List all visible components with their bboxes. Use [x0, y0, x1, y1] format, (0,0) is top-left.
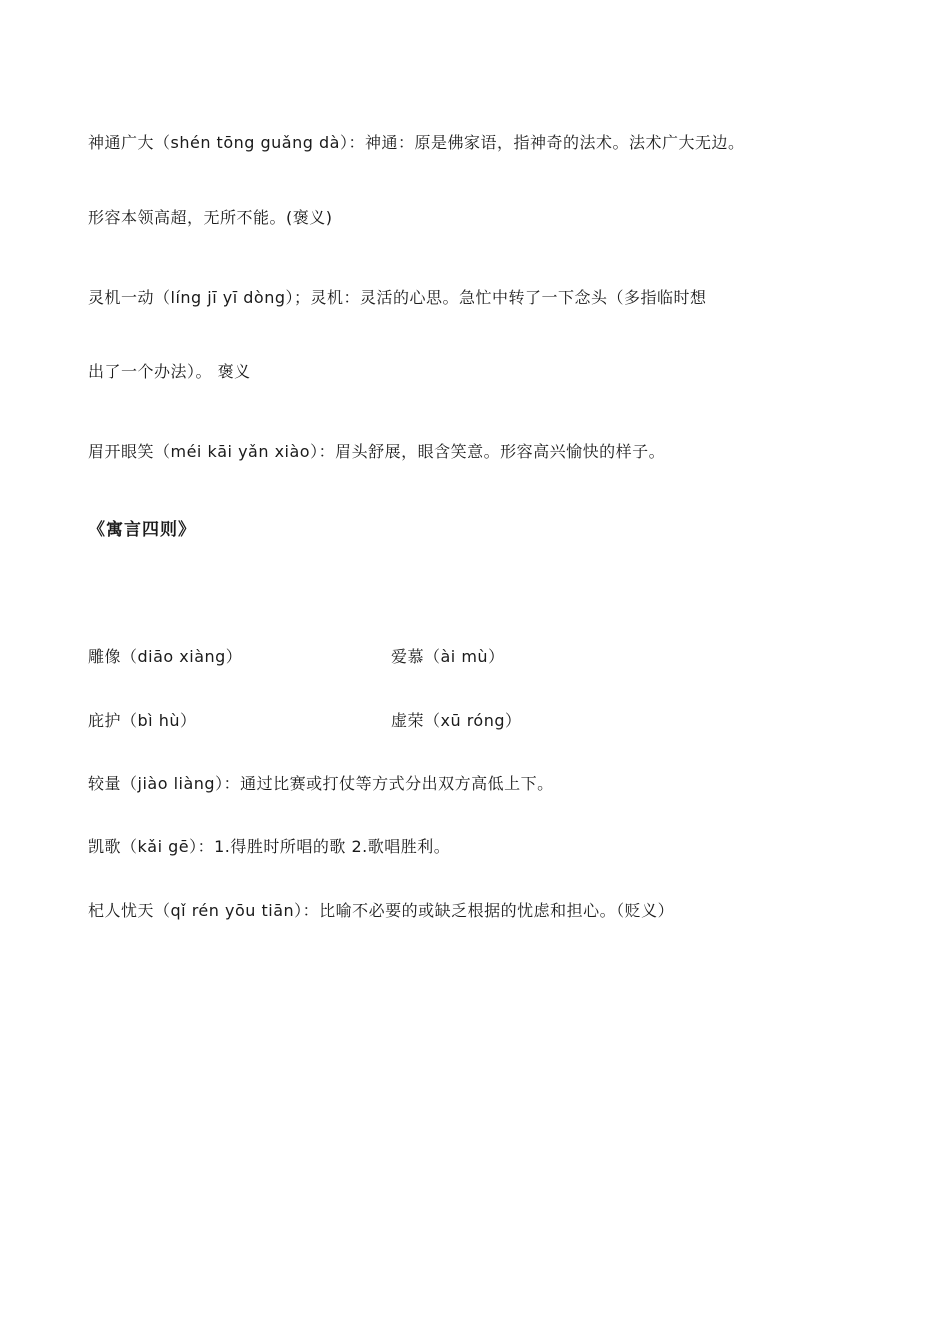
vocab-xurong: 虚荣（xū róng）: [391, 711, 522, 730]
vocab-kaige: 凯歌（kǎi gē）：1.得胜时所唱的歌 2.歌唱胜利。: [88, 837, 451, 856]
idiom-shentong-guangda-cont: 形容本领高超，无所不能。(褒义): [88, 208, 333, 227]
idiom-shentong-guangda: 神通广大（shén tōng guǎng dà）：神通：原是佛家语，指神奇的法术。法术广大无边。: [88, 133, 745, 152]
idiom-meikai-yanxiao: 眉开眼笑（méi kāi yǎn xiào）：眉头舒展，眼含笑意。形容高兴愉快的样子。: [88, 442, 666, 461]
idiom-lingji-yidong: 灵机一动（líng jī yī dòng）；灵机：灵活的心思。急忙中转了一下念头（多指临时想: [88, 288, 707, 307]
idiom-lingji-yidong-cont: 出了一个办法）。 褒义: [88, 362, 251, 381]
vocab-aimu: 爱慕（ài mù）: [391, 647, 505, 666]
vocab-bihu: 庇护（bì hù）: [88, 711, 197, 730]
vocab-diaoxiang: 雕像（diāo xiàng）: [88, 647, 243, 666]
vocab-jiaoliang: 较量（jiào liàng）：通过比赛或打仗等方式分出双方高低上下。: [88, 774, 554, 793]
section-title: 《寓言四则》: [88, 520, 196, 540]
idiom-qiren-youtian: 杞人忧天（qǐ rén yōu tiān）：比喻不必要的或缺乏根据的忧虑和担心。（贬义）: [88, 901, 675, 920]
